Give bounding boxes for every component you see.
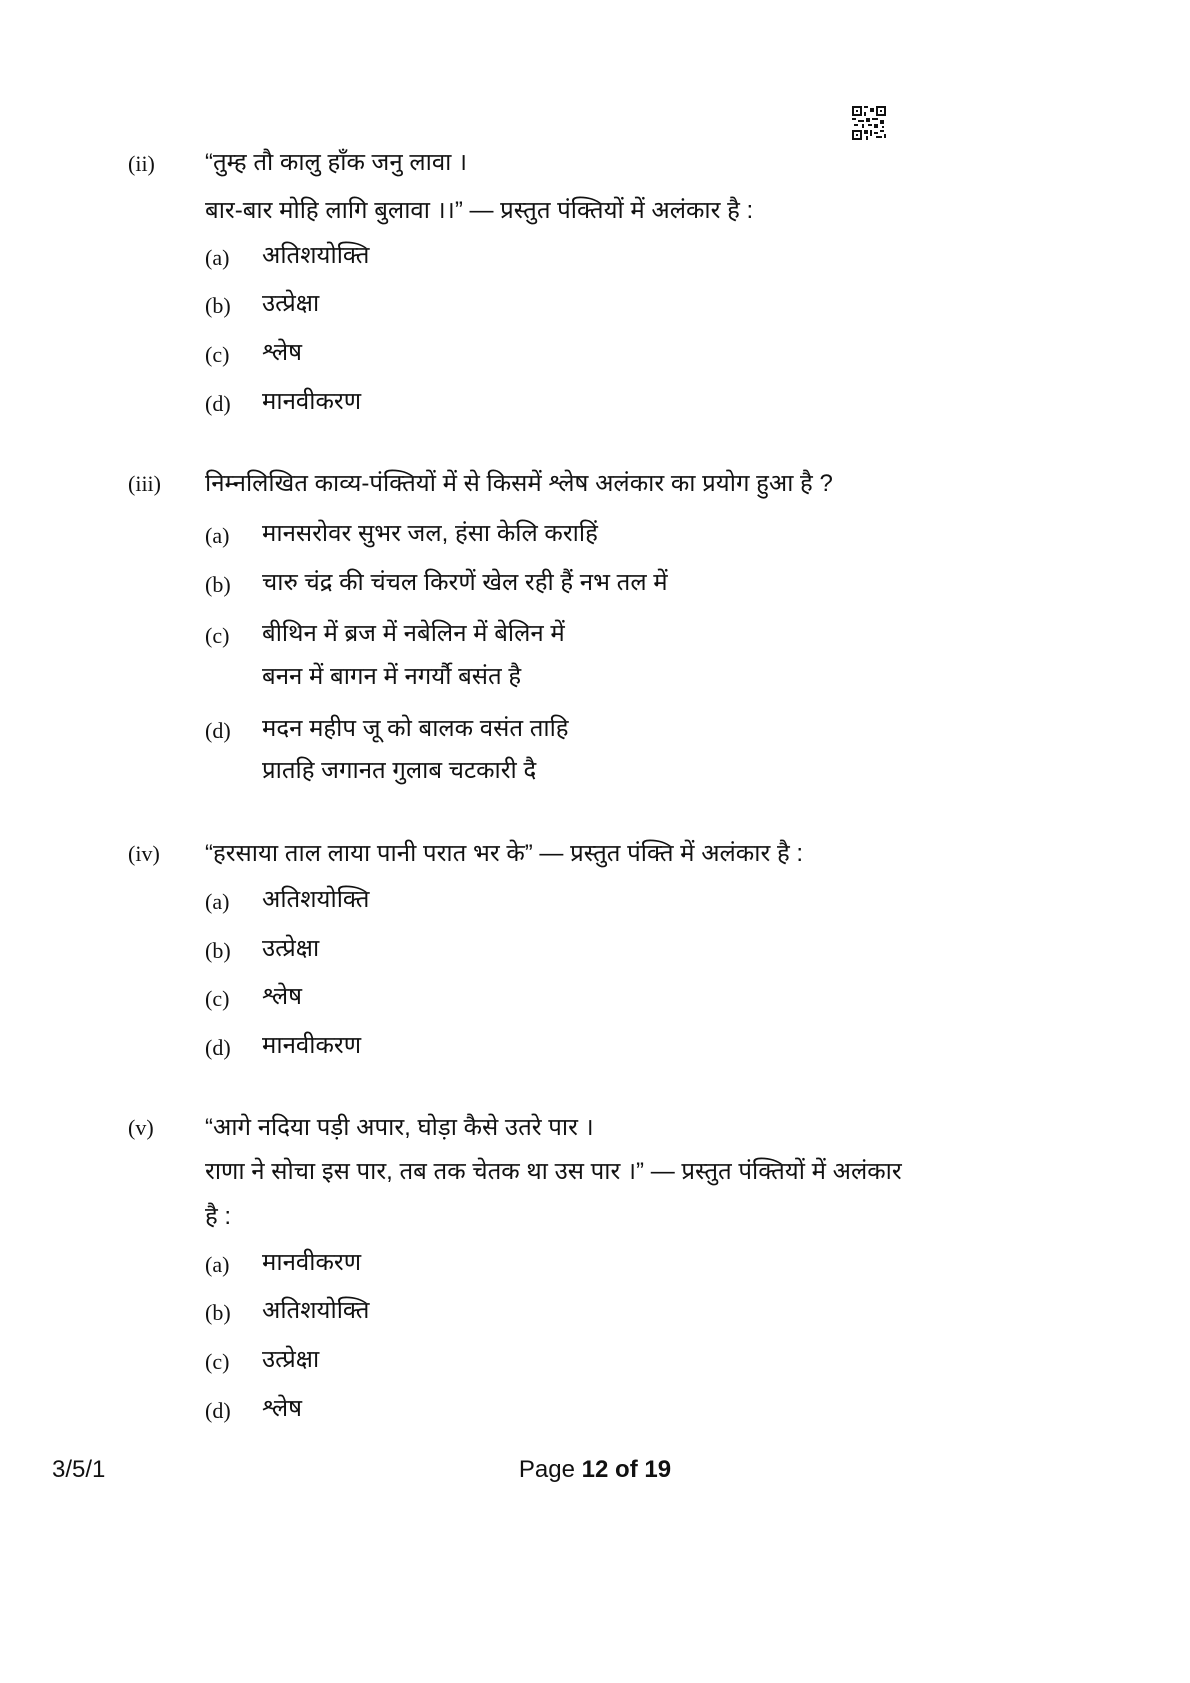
option-letter: (d) [205,1398,231,1423]
question-text-line: है : [205,1203,232,1230]
option-letter: (b) [205,572,231,597]
page-total: 19 [644,1456,672,1483]
question-text-line: “तुम्ह तौ कालु हाँक जनु लावा । [205,149,468,176]
question-number: (ii) [128,151,155,176]
option-letter: (d) [205,718,231,743]
option-text: मानवीकरण [262,1032,362,1059]
option-text: अतिशयोक्ति [262,886,370,913]
option-letter: (b) [205,293,231,318]
option-text: मदन महीप जू को बालक वसंत ताहि [262,715,569,742]
paper-code: 3/5/1 [52,1456,106,1483]
question-text-line: “हरसाया ताल लाया पानी परात भर के” — प्रस्तुत पंक्ति में अलंकार है : [205,840,804,867]
question-number: (iv) [128,841,160,866]
page-current: 12 [581,1456,609,1483]
question-text-line: निम्नलिखित काव्य-पंक्तियों में से किसमें श्लेष अलंकार का प्रयोग हुआ है ? [205,470,833,497]
qr-code-icon [852,106,886,140]
option-letter: (d) [205,1035,231,1060]
page-prefix: Page [518,1456,575,1483]
option-letter: (c) [205,986,230,1011]
option-text: उत्प्रेक्षा [262,290,320,317]
option-letter: (b) [205,938,231,963]
page-of: of [615,1456,638,1483]
option-text: श्लेष [262,1395,303,1422]
option-text: उत्प्रेक्षा [262,935,320,962]
question-text-line: “आगे नदिया पड़ी अपार, घोड़ा कैसे उतरे पार । [205,1114,594,1141]
option-text: मानसरोवर सुभर जल, हंसा केलि कराहिं [262,520,598,547]
option-letter: (c) [205,623,230,648]
option-text: उत्प्रेक्षा [262,1346,320,1373]
question-number: (iii) [128,471,161,496]
option-letter: (a) [205,889,230,914]
option-text: बीथिन में ब्रज में नबेलिन में बेलिन में [262,620,565,647]
option-letter: (a) [205,1252,230,1277]
option-letter: (c) [205,342,230,367]
option-letter: (b) [205,1300,231,1325]
option-letter: (a) [205,523,230,548]
question-number: (v) [128,1115,154,1140]
option-text: श्लेष [262,339,303,366]
option-text: श्लेष [262,983,303,1010]
question-text-line: राणा ने सोचा इस पार, तब तक चेतक था उस पार ।” — प्रस्तुत पंक्तियों में अलंकार [205,1158,902,1185]
option-text: अतिशयोक्ति [262,1297,370,1324]
option-text: चारु चंद्र की चंचल किरणें खेल रही हैं नभ तल में [262,569,668,596]
option-text: मानवीकरण [262,1249,362,1276]
option-letter: (c) [205,1349,230,1374]
option-letter: (d) [205,391,231,416]
option-text: प्रातहि जगानत गुलाब चटकारी दै [262,757,537,784]
question-text-line: बार-बार मोहि लागि बुलावा ।।” — प्रस्तुत पंक्तियों में अलंकार है : [205,197,754,224]
option-text: अतिशयोक्ति [262,242,370,269]
option-text: मानवीकरण [262,388,362,415]
option-letter: (a) [205,245,230,270]
option-text: बनन में बागन में नगर्यौ बसंत है [262,663,522,690]
page-number [0,1456,1190,1484]
